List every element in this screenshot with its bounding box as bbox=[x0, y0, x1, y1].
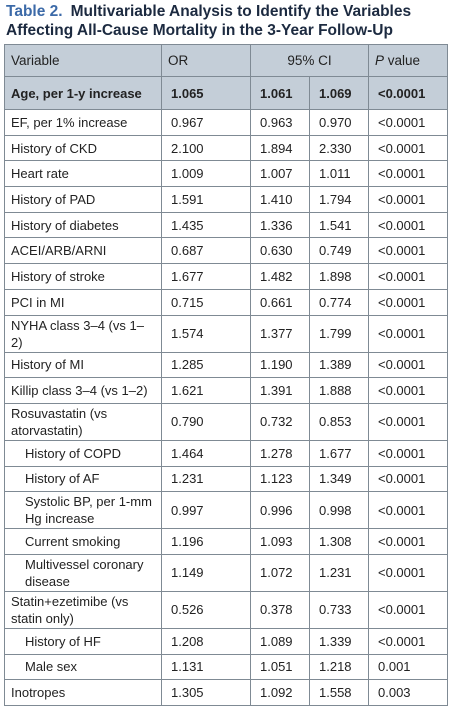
cell-ci-high: 1.308 bbox=[310, 529, 369, 555]
header-row bbox=[5, 45, 448, 77]
cell-variable: History of stroke bbox=[5, 264, 162, 290]
cell-ci-high: 1.389 bbox=[310, 352, 369, 378]
cell-or: 0.526 bbox=[162, 591, 251, 628]
cell-p-value: <0.0001 bbox=[369, 466, 448, 492]
cell-ci-high: 1.231 bbox=[310, 554, 369, 591]
cell-variable: History of diabetes bbox=[5, 212, 162, 238]
cell-ci-high: 0.998 bbox=[310, 492, 369, 529]
cell-p-value: <0.0001 bbox=[369, 110, 448, 136]
cell-p-value: <0.0001 bbox=[369, 554, 448, 591]
table-label: Table 2. bbox=[6, 3, 63, 20]
header-p-rest: value bbox=[384, 53, 421, 68]
cell-ci-low: 0.996 bbox=[251, 492, 310, 529]
cell-ci-high: 0.749 bbox=[310, 238, 369, 264]
table-row bbox=[5, 110, 448, 136]
table-row bbox=[5, 77, 448, 110]
cell-ci-low: 1.092 bbox=[251, 680, 310, 706]
cell-p-value: <0.0001 bbox=[369, 492, 448, 529]
cell-p-value: 0.003 bbox=[369, 680, 448, 706]
cell-or: 1.149 bbox=[162, 554, 251, 591]
table-row bbox=[5, 212, 448, 238]
cell-ci-high: 1.677 bbox=[310, 440, 369, 466]
header-ci: 95% CI bbox=[251, 45, 369, 77]
table-row bbox=[5, 554, 448, 591]
table-row bbox=[5, 289, 448, 315]
cell-p-value: <0.0001 bbox=[369, 628, 448, 654]
cell-or: 0.997 bbox=[162, 492, 251, 529]
cell-or: 2.100 bbox=[162, 135, 251, 161]
results-table bbox=[4, 44, 448, 706]
cell-ci-low: 0.963 bbox=[251, 110, 310, 136]
table-row bbox=[5, 680, 448, 706]
cell-ci-low: 1.093 bbox=[251, 529, 310, 555]
cell-variable: PCI in MI bbox=[5, 289, 162, 315]
cell-or: 1.621 bbox=[162, 378, 251, 404]
cell-ci-high: 0.853 bbox=[310, 403, 369, 440]
cell-ci-high: 1.541 bbox=[310, 212, 369, 238]
cell-ci-low: 1.482 bbox=[251, 264, 310, 290]
cell-p-value: <0.0001 bbox=[369, 289, 448, 315]
cell-p-value: <0.0001 bbox=[369, 238, 448, 264]
table-row bbox=[5, 135, 448, 161]
cell-or: 1.208 bbox=[162, 628, 251, 654]
header-p-value bbox=[369, 45, 448, 77]
table-row bbox=[5, 492, 448, 529]
cell-p-value: <0.0001 bbox=[369, 529, 448, 555]
cell-ci-high: 1.339 bbox=[310, 628, 369, 654]
cell-or: 1.131 bbox=[162, 654, 251, 680]
cell-ci-high: 0.970 bbox=[310, 110, 369, 136]
cell-ci-high: 0.774 bbox=[310, 289, 369, 315]
cell-variable: Systolic BP, per 1-mm Hg increase bbox=[5, 492, 162, 529]
table-row bbox=[5, 628, 448, 654]
cell-ci-high: 1.558 bbox=[310, 680, 369, 706]
cell-variable: Heart rate bbox=[5, 161, 162, 187]
cell-or: 1.285 bbox=[162, 352, 251, 378]
table-row bbox=[5, 654, 448, 680]
cell-or: 1.305 bbox=[162, 680, 251, 706]
cell-p-value: <0.0001 bbox=[369, 378, 448, 404]
cell-ci-low: 1.410 bbox=[251, 187, 310, 213]
cell-ci-high: 1.349 bbox=[310, 466, 369, 492]
cell-ci-low: 0.630 bbox=[251, 238, 310, 264]
cell-variable: Inotropes bbox=[5, 680, 162, 706]
cell-ci-low: 1.336 bbox=[251, 212, 310, 238]
table-row bbox=[5, 187, 448, 213]
table-row bbox=[5, 238, 448, 264]
cell-ci-low: 0.661 bbox=[251, 289, 310, 315]
cell-variable: History of AF bbox=[5, 466, 162, 492]
cell-ci-high: 1.069 bbox=[310, 77, 369, 110]
cell-ci-high: 1.888 bbox=[310, 378, 369, 404]
cell-ci-high: 1.898 bbox=[310, 264, 369, 290]
cell-p-value: <0.0001 bbox=[369, 77, 448, 110]
cell-ci-low: 1.007 bbox=[251, 161, 310, 187]
cell-or: 1.231 bbox=[162, 466, 251, 492]
cell-or: 0.790 bbox=[162, 403, 251, 440]
cell-or: 1.196 bbox=[162, 529, 251, 555]
cell-ci-low: 1.051 bbox=[251, 654, 310, 680]
cell-variable: History of MI bbox=[5, 352, 162, 378]
cell-variable: EF, per 1% increase bbox=[5, 110, 162, 136]
table-row bbox=[5, 161, 448, 187]
cell-variable: History of CKD bbox=[5, 135, 162, 161]
cell-or: 1.591 bbox=[162, 187, 251, 213]
cell-p-value: <0.0001 bbox=[369, 440, 448, 466]
header-or: OR bbox=[162, 45, 251, 77]
cell-or: 0.687 bbox=[162, 238, 251, 264]
cell-p-value: <0.0001 bbox=[369, 187, 448, 213]
cell-ci-low: 0.378 bbox=[251, 591, 310, 628]
cell-or: 1.435 bbox=[162, 212, 251, 238]
cell-ci-low: 1.089 bbox=[251, 628, 310, 654]
header-variable: Variable bbox=[5, 45, 162, 77]
table-title: Multivariable Analysis to Identify the Variables Affecting All-Cause Mortality in the 3-Year Follow-Up bbox=[6, 3, 412, 39]
cell-p-value: 0.001 bbox=[369, 654, 448, 680]
cell-ci-low: 1.894 bbox=[251, 135, 310, 161]
table-row bbox=[5, 403, 448, 440]
cell-ci-low: 1.391 bbox=[251, 378, 310, 404]
table-row bbox=[5, 591, 448, 628]
table-caption bbox=[6, 2, 446, 40]
cell-variable: Statin+ezetimibe (vs statin only) bbox=[5, 591, 162, 628]
cell-or: 1.464 bbox=[162, 440, 251, 466]
cell-variable: Killip class 3–4 (vs 1–2) bbox=[5, 378, 162, 404]
table-row bbox=[5, 466, 448, 492]
cell-ci-high: 2.330 bbox=[310, 135, 369, 161]
cell-ci-high: 1.794 bbox=[310, 187, 369, 213]
cell-or: 0.715 bbox=[162, 289, 251, 315]
table-row bbox=[5, 529, 448, 555]
cell-or: 1.574 bbox=[162, 315, 251, 352]
cell-variable: Age, per 1-y increase bbox=[5, 77, 162, 110]
cell-ci-low: 1.072 bbox=[251, 554, 310, 591]
cell-variable: Multivessel coronary disease bbox=[5, 554, 162, 591]
cell-variable: History of COPD bbox=[5, 440, 162, 466]
cell-variable: Rosuvastatin (vs atorvastatin) bbox=[5, 403, 162, 440]
table-row bbox=[5, 315, 448, 352]
cell-or: 0.967 bbox=[162, 110, 251, 136]
cell-p-value: <0.0001 bbox=[369, 161, 448, 187]
cell-ci-low: 1.190 bbox=[251, 352, 310, 378]
cell-variable: Current smoking bbox=[5, 529, 162, 555]
cell-variable: History of PAD bbox=[5, 187, 162, 213]
cell-ci-low: 0.732 bbox=[251, 403, 310, 440]
table-row bbox=[5, 378, 448, 404]
cell-p-value: <0.0001 bbox=[369, 264, 448, 290]
cell-or: 1.009 bbox=[162, 161, 251, 187]
cell-ci-high: 0.733 bbox=[310, 591, 369, 628]
cell-ci-high: 1.799 bbox=[310, 315, 369, 352]
cell-p-value: <0.0001 bbox=[369, 212, 448, 238]
cell-p-value: <0.0001 bbox=[369, 135, 448, 161]
header-p-italic: P bbox=[375, 53, 385, 68]
cell-ci-low: 1.377 bbox=[251, 315, 310, 352]
cell-ci-low: 1.123 bbox=[251, 466, 310, 492]
cell-ci-high: 1.011 bbox=[310, 161, 369, 187]
cell-p-value: <0.0001 bbox=[369, 315, 448, 352]
cell-p-value: <0.0001 bbox=[369, 403, 448, 440]
cell-variable: NYHA class 3–4 (vs 1–2) bbox=[5, 315, 162, 352]
cell-variable: ACEI/ARB/ARNI bbox=[5, 238, 162, 264]
table-row bbox=[5, 264, 448, 290]
cell-ci-low: 1.061 bbox=[251, 77, 310, 110]
cell-p-value: <0.0001 bbox=[369, 352, 448, 378]
cell-ci-high: 1.218 bbox=[310, 654, 369, 680]
cell-or: 1.065 bbox=[162, 77, 251, 110]
table-row bbox=[5, 352, 448, 378]
cell-ci-low: 1.278 bbox=[251, 440, 310, 466]
table-row bbox=[5, 440, 448, 466]
cell-variable: History of HF bbox=[5, 628, 162, 654]
cell-or: 1.677 bbox=[162, 264, 251, 290]
cell-p-value: <0.0001 bbox=[369, 591, 448, 628]
cell-variable: Male sex bbox=[5, 654, 162, 680]
